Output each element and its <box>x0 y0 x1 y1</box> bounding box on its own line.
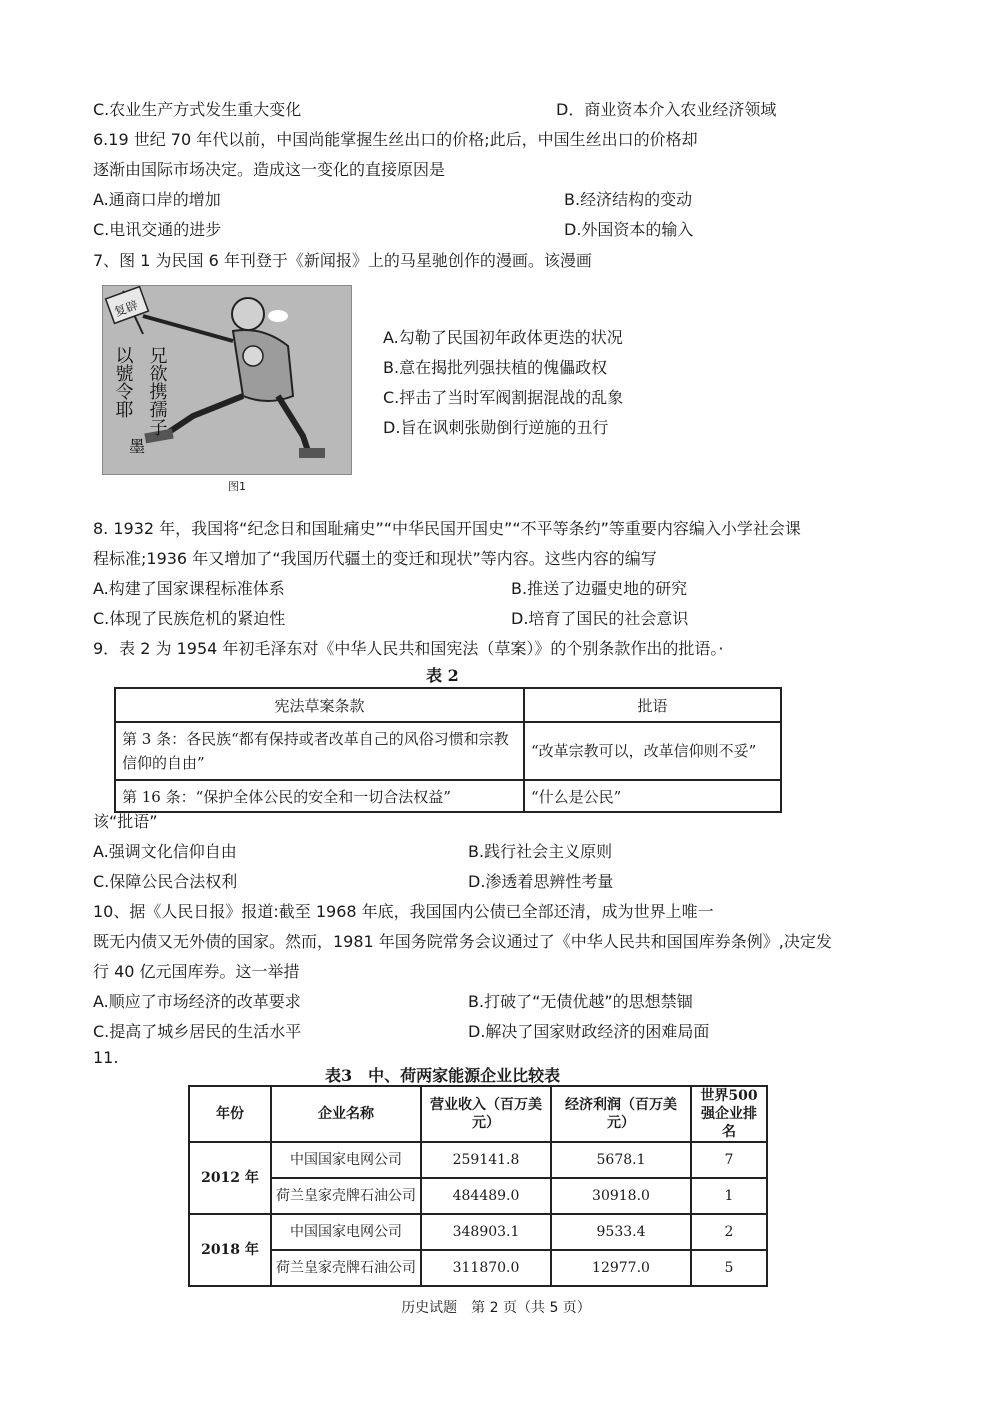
table-row <box>115 722 781 780</box>
table-row <box>189 1178 767 1214</box>
q10-option-b: B.打破了“无债优越”的思想禁锢 <box>468 992 693 1011</box>
table-header-row <box>115 688 781 722</box>
table-cell: 1 <box>691 1178 767 1214</box>
q6-option-d: D.外国资本的输入 <box>564 220 694 239</box>
table-row <box>189 1214 767 1250</box>
table-cell: 中国国家电网公司 <box>271 1214 421 1250</box>
cartoon-drawing <box>103 286 351 474</box>
q8-stem-line2: 程标准;1936 年又增加了“我国历代疆土的变迁和现状”等内容。这些内容的编写 <box>93 549 657 568</box>
q10-stem-line1: 10、据《人民日报》报道:截至 1968 年底，我国国内公债已全部还清，成为世界上唯一 <box>93 902 714 921</box>
q10-stem-line3: 行 40 亿元国库券。这一举措 <box>93 962 300 981</box>
q10-option-a: A.顺应了市场经济的改革要求 <box>93 992 301 1011</box>
table-cell: 7 <box>691 1142 767 1178</box>
table-cell: 5678.1 <box>551 1142 691 1178</box>
table3 <box>188 1085 768 1287</box>
table-header-row <box>189 1086 767 1142</box>
table-header: 批语 <box>524 688 781 722</box>
q7-option-c: C.抨击了当时军阀割据混战的乱象 <box>383 388 624 407</box>
table-row <box>189 1142 767 1178</box>
cartoon-signature: 墨 <box>129 437 146 456</box>
table3-title: 表3 中、荷两家能源企业比较表 <box>325 1066 561 1085</box>
q5-option-c: C.农业生产方式发生重大变化 <box>93 100 302 119</box>
q6-stem-line2: 逐渐由国际市场决定。造成这一变化的直接原因是 <box>93 160 446 179</box>
q6-stem-line1: 6.19 世纪 70 年代以前，中国尚能掌握生丝出口的价格;此后，中国生丝出口的价格却 <box>93 130 698 149</box>
table-header: 经济利润（百万美元） <box>551 1086 691 1142</box>
table-cell: 259141.8 <box>421 1142 551 1178</box>
table2-title: 表 2 <box>426 666 459 685</box>
table-cell: 2 <box>691 1214 767 1250</box>
table-row <box>189 1250 767 1286</box>
q5-option-d: D．商业资本介入农业经济领域 <box>556 100 777 119</box>
q6-option-a: A.通商口岸的增加 <box>93 190 221 209</box>
cartoon-figure <box>102 285 352 475</box>
table-header: 营业收入（百万美元） <box>421 1086 551 1142</box>
table-cell: 荷兰皇家壳牌石油公司 <box>271 1250 421 1286</box>
table-cell: 311870.0 <box>421 1250 551 1286</box>
page-footer: 历史试题 第 2 页（共 5 页） <box>401 1300 591 1316</box>
table-cell: 第 3 条：各民族“都有保持或者改革自己的风俗习惯和宗教信仰的自由” <box>115 722 524 780</box>
q10-option-d: D.解决了国家财政经济的困难局面 <box>468 1022 710 1041</box>
table-cell: 第 16 条：“保护全体公民的安全和一切合法权益” <box>115 780 524 812</box>
q8-stem-line1: 8. 1932 年，我国将“纪念日和国耻痛史”“中华民国开国史”“不平等条约”等重要内容编入小学社会课 <box>93 519 801 538</box>
q9-option-b: B.践行社会主义原则 <box>468 842 613 861</box>
table-cell: “改革宗教可以，改革信仰则不妥” <box>524 722 781 780</box>
table-header: 企业名称 <box>271 1086 421 1142</box>
q9-option-c: C.保障公民合法权利 <box>93 872 238 891</box>
q6-option-b: B.经济结构的变动 <box>564 190 693 209</box>
cartoon-text-col1: 兄欲携孺子 <box>146 346 168 436</box>
table2 <box>114 687 782 813</box>
q10-stem-line2: 既无内债又无外债的国家。然而，1981 年国务院常务会议通过了《中华人民共和国国库券条例》,决定发 <box>93 932 832 951</box>
table-row <box>115 780 781 812</box>
q7-option-d: D.旨在讽刺张勋倒行逆施的丑行 <box>383 418 609 437</box>
table-cell: 484489.0 <box>421 1178 551 1214</box>
q9-option-d: D.渗透着思辨性考量 <box>468 872 614 891</box>
table-cell: 30918.0 <box>551 1178 691 1214</box>
cartoon-text-col2: 以號令耶 <box>112 346 134 418</box>
q8-option-b: B.推送了边疆史地的研究 <box>511 579 688 598</box>
q8-option-c: C.体现了民族危机的紧迫性 <box>93 609 286 628</box>
table-header: 年份 <box>189 1086 271 1142</box>
table-cell-year: 2018 年 <box>189 1214 271 1286</box>
q7-stem: 7、图 1 为民国 6 年刊登于《新闻报》上的马星驰创作的漫画。该漫画 <box>93 251 592 270</box>
q6-option-c: C.电讯交通的进步 <box>93 220 222 239</box>
table-cell: 5 <box>691 1250 767 1286</box>
cartoon-flag-text: 复辟 <box>112 297 140 320</box>
table-cell-year: 2012 年 <box>189 1142 271 1214</box>
table-cell: 348903.1 <box>421 1214 551 1250</box>
q7-option-a: A.勾勒了民国初年政体更迭的状况 <box>383 328 623 347</box>
q8-option-a: A.构建了国家课程标准体系 <box>93 579 285 598</box>
table-header: 世界500强企业排名 <box>691 1086 767 1142</box>
table-cell: 中国国家电网公司 <box>271 1142 421 1178</box>
table-cell: 9533.4 <box>551 1214 691 1250</box>
table-header: 宪法草案条款 <box>115 688 524 722</box>
figure-caption: 图1 <box>228 480 246 493</box>
q7-option-b: B.意在揭批列强扶植的傀儡政权 <box>383 358 608 377</box>
q11-number: 11. <box>93 1048 119 1067</box>
q9-option-a: A.强调文化信仰自由 <box>93 842 237 861</box>
q8-option-d: D.培育了国民的社会意识 <box>511 609 689 628</box>
table-cell: “什么是公民” <box>524 780 781 812</box>
table-cell: 12977.0 <box>551 1250 691 1286</box>
table-cell: 荷兰皇家壳牌石油公司 <box>271 1178 421 1214</box>
q9-stem: 9．表 2 为 1954 年初毛泽东对《中华人民共和国宪法（草案）》的个别条款作出的批语。· <box>93 639 724 658</box>
q9-after-text: 该“批语” <box>93 812 158 831</box>
q10-option-c: C.提高了城乡居民的生活水平 <box>93 1022 302 1041</box>
